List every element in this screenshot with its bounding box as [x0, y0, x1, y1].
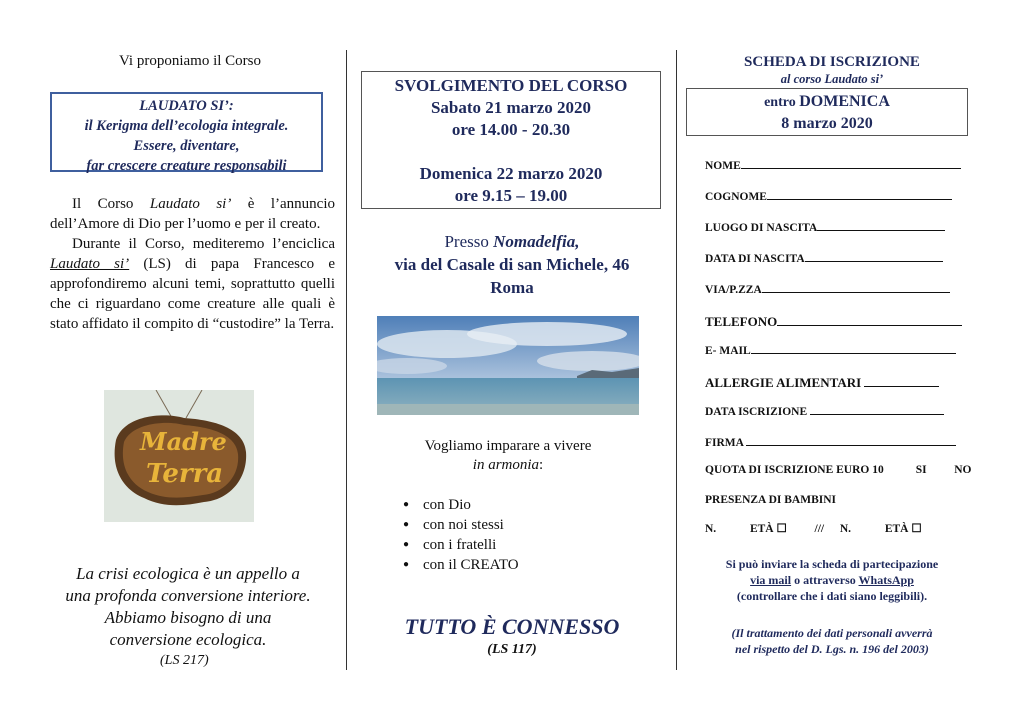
privacy-line-2: nel rispetto del D. Lgs. n. 196 del 2003): [735, 642, 929, 656]
field-data-iscrizione[interactable]: [705, 406, 944, 418]
column-divider-right: [676, 50, 677, 670]
quota-label: QUOTA DI ISCRIZIONE EURO 10: [705, 464, 884, 476]
bambini-eta-label: ETÀ: [884, 523, 909, 535]
field-line[interactable]: [864, 385, 939, 387]
p2-text-a: Durante il Corso, mediteremo l’enciclica: [72, 236, 335, 252]
quota-no-option[interactable]: NO: [954, 464, 972, 476]
presso-label: Presso: [444, 232, 494, 251]
quote-reference: (LS 217): [160, 653, 209, 668]
sunday-date: Domenica 22 marzo 2020: [419, 164, 603, 183]
schedule-spacer: [362, 141, 660, 163]
field-label: DATA ISCRIZIONE: [705, 406, 811, 418]
field-line[interactable]: [746, 444, 956, 446]
svg-text:Madre: Madre: [140, 427, 227, 456]
privacy-notice: [690, 625, 974, 657]
p1-text-b: è l’annuncio dell’Amore di Dio per l’uomo e per il creato.: [50, 196, 336, 232]
via-mail-link[interactable]: via mail: [750, 573, 792, 587]
field-label: FIRMA: [705, 437, 747, 449]
tutto-reference: (LS 117): [487, 642, 537, 657]
course-description: [50, 194, 335, 334]
armonia-text: in armonia: [472, 457, 540, 473]
field-label: TELEFONO: [705, 314, 778, 329]
schedule-title: SVOLGIMENTO DEL CORSO: [394, 76, 628, 95]
field-data-nascita[interactable]: [705, 253, 943, 265]
course-subtitle-3: far crescere creature responsabili: [86, 158, 287, 174]
bambini-n-label: N.: [705, 523, 717, 535]
separator-text: ///: [814, 523, 825, 535]
venue-name: Nomadelfia,: [493, 232, 580, 251]
quote-line-1: La crisi ecologica è un appello a: [76, 564, 300, 583]
checkbox-icon[interactable]: ☐: [911, 523, 922, 535]
field-label: NOME: [705, 160, 741, 172]
field-telefono[interactable]: [705, 314, 962, 330]
field-firma[interactable]: [705, 437, 956, 449]
field-line[interactable]: [777, 324, 962, 326]
course-subtitle-1: il Kerigma dell’ecologia integrale.: [84, 118, 289, 134]
column-divider-left: [346, 50, 347, 670]
whatsapp-link[interactable]: WhatsApp: [858, 573, 914, 587]
quote-line-2: una profonda conversione interiore.: [65, 586, 311, 605]
privacy-line-1: (Il trattamento dei dati personali avverrà: [731, 626, 933, 640]
venue-city: Roma: [490, 278, 534, 297]
field-label: ALLERGIE ALIMENTARI: [705, 375, 865, 390]
field-line[interactable]: [767, 198, 952, 200]
course-title: LAUDATO SI’:: [139, 98, 234, 114]
p1-text-a: Il Corso: [72, 196, 150, 212]
field-line[interactable]: [805, 260, 943, 262]
bambini-n-label: N.: [839, 523, 852, 535]
madre-terra-image: [104, 390, 254, 522]
quota-si-option[interactable]: SI: [915, 464, 927, 476]
field-line[interactable]: [817, 229, 945, 231]
tutto-connesso-heading: TUTTO È CONNESSO: [404, 614, 620, 639]
saturday-hours: ore 14.00 - 20.30: [451, 120, 571, 139]
course-subtitle-2: Essere, diventare,: [133, 138, 240, 154]
p2-text-b: (LS) di papa Francesco e approfondiremo alcuni temi, soprattutto quelli che ci riguardano come creature alle quali è stato affidato il compito di “custodire” la Terra.: [50, 256, 335, 332]
vogliamo-text: Vogliamo imparare a vivere: [424, 438, 592, 454]
harmony-list: [403, 495, 519, 575]
invio-line-3: (controllare che i dati siano leggibili).: [736, 589, 928, 603]
svg-text:Terra: Terra: [146, 459, 224, 489]
venue: [364, 230, 660, 299]
deadline-day: DOMENICA: [799, 93, 890, 110]
field-line[interactable]: [751, 352, 956, 354]
sunday-hours: ore 9.15 – 19.00: [454, 186, 568, 205]
field-line[interactable]: [741, 167, 961, 169]
field-indirizzo[interactable]: [705, 284, 950, 296]
invio-line-1: Si può inviare la scheda di partecipazione: [725, 557, 939, 571]
field-nome[interactable]: [705, 160, 961, 172]
deadline-label: entro: [764, 95, 800, 110]
bambini-eta-label: ETÀ: [749, 523, 774, 535]
field-label: COGNOME: [705, 191, 767, 203]
course-title-box: [50, 92, 323, 172]
quota-row: [705, 464, 971, 476]
field-line[interactable]: [810, 413, 944, 415]
venue-address: via del Casale di san Michele, 46: [394, 255, 630, 274]
field-luogo-nascita[interactable]: [705, 222, 945, 234]
armonia-colon: :: [539, 457, 544, 473]
schedule-box: [361, 71, 661, 209]
p2-title: Laudato si’: [50, 256, 130, 272]
registration-subtitle: al corso Laudato si’: [780, 72, 884, 86]
paragraph-2: [50, 234, 335, 334]
paragraph-1: [50, 194, 335, 234]
field-cognome[interactable]: [705, 191, 952, 203]
field-label: VIA/P.ZZA: [705, 284, 762, 296]
submission-instructions: [690, 556, 974, 604]
checkbox-icon[interactable]: ☐: [776, 523, 787, 535]
list-item: ● con i fratelli: [403, 535, 519, 555]
registration-header: [690, 54, 974, 88]
field-label: E- MAIL: [705, 345, 751, 357]
invio-or: o attraverso: [791, 573, 859, 587]
deadline-date: 8 marzo 2020: [781, 115, 873, 132]
bambini-row: [705, 521, 922, 535]
quote-line-4: conversione ecologica.: [109, 630, 267, 649]
p1-title: Laudato si’: [149, 196, 232, 212]
list-item: ● con il CREATO: [403, 555, 519, 575]
deadline-box: [686, 88, 968, 136]
field-allergie[interactable]: [705, 375, 939, 391]
seascape-image: [377, 316, 639, 415]
list-item: ● con Dio: [403, 495, 519, 515]
presenza-bambini-label: PRESENZA DI BAMBINI: [705, 494, 836, 506]
quote-line-3: Abbiamo bisogno di una: [104, 608, 272, 627]
list-item: ● con noi stessi: [403, 515, 519, 535]
saturday-date: Sabato 21 marzo 2020: [430, 98, 592, 117]
field-email[interactable]: [705, 345, 956, 357]
harmony-intro: [378, 437, 638, 475]
field-label: LUOGO DI NASCITA: [705, 222, 818, 234]
field-label: DATA DI NASCITA: [705, 253, 805, 265]
registration-title: SCHEDA DI ISCRIZIONE: [744, 54, 920, 70]
field-line[interactable]: [762, 291, 950, 293]
intro-text: Vi proponiamo il Corso: [118, 53, 261, 69]
pope-quote: [38, 563, 338, 651]
